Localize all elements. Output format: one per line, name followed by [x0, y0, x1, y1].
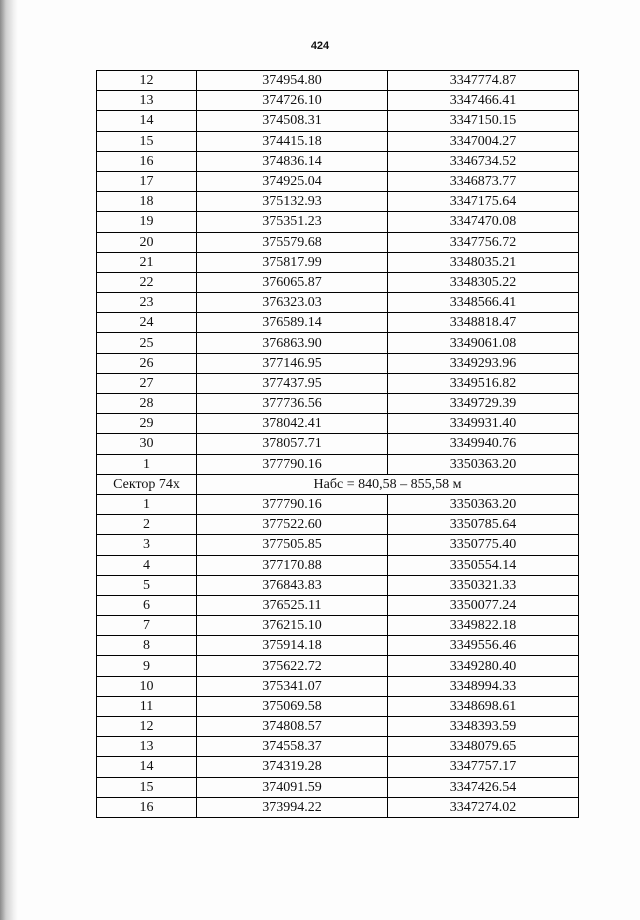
coordinate-x-cell: 377437.95: [197, 373, 388, 393]
coordinate-x-cell: 376589.14: [197, 313, 388, 333]
point-number-cell: 19: [97, 212, 197, 232]
point-number-cell: 6: [97, 595, 197, 615]
point-number-cell: 21: [97, 252, 197, 272]
coordinate-x-cell: 374808.57: [197, 717, 388, 737]
point-number-cell: 11: [97, 696, 197, 716]
coordinate-x-cell: 377505.85: [197, 535, 388, 555]
coordinate-y-cell: 3349729.39: [388, 394, 579, 414]
table-row: [97, 656, 579, 676]
point-number-cell: 12: [97, 71, 197, 91]
coordinate-x-cell: 375069.58: [197, 696, 388, 716]
coordinate-y-cell: 3346873.77: [388, 171, 579, 191]
table-row: [97, 434, 579, 454]
table-row: [97, 616, 579, 636]
coordinate-x-cell: 374925.04: [197, 171, 388, 191]
point-number-cell: 1: [97, 494, 197, 514]
coordinate-y-cell: 3349280.40: [388, 656, 579, 676]
coordinate-y-cell: 3347004.27: [388, 131, 579, 151]
coordinates-table: [96, 70, 579, 818]
table-row: [97, 555, 579, 575]
coordinate-x-cell: 376065.87: [197, 272, 388, 292]
point-number-cell: 24: [97, 313, 197, 333]
coordinate-x-cell: 374508.31: [197, 111, 388, 131]
coordinate-y-cell: 3350077.24: [388, 595, 579, 615]
coordinates-table-body: [97, 71, 579, 818]
table-row: [97, 737, 579, 757]
point-number-cell: 18: [97, 192, 197, 212]
table-row: [97, 111, 579, 131]
coordinate-y-cell: 3347756.72: [388, 232, 579, 252]
point-number-cell: 23: [97, 293, 197, 313]
table-row: [97, 454, 579, 474]
coordinate-y-cell: 3346734.52: [388, 151, 579, 171]
coordinate-y-cell: 3349061.08: [388, 333, 579, 353]
point-number-cell: 8: [97, 636, 197, 656]
coordinate-y-cell: 3348393.59: [388, 717, 579, 737]
coordinate-y-cell: 3349516.82: [388, 373, 579, 393]
table-row: [97, 636, 579, 656]
page-number: 424: [310, 40, 330, 52]
coordinate-y-cell: 3347150.15: [388, 111, 579, 131]
point-number-cell: 13: [97, 91, 197, 111]
point-number-cell: 25: [97, 333, 197, 353]
point-number-cell: 9: [97, 656, 197, 676]
point-number-cell: 14: [97, 757, 197, 777]
coordinate-y-cell: 3348079.65: [388, 737, 579, 757]
point-number-cell: 7: [97, 616, 197, 636]
coordinate-x-cell: 377736.56: [197, 394, 388, 414]
point-number-cell: 28: [97, 394, 197, 414]
table-row: [97, 192, 579, 212]
coordinate-x-cell: 377790.16: [197, 494, 388, 514]
table-row: [97, 717, 579, 737]
coordinate-y-cell: 3349822.18: [388, 616, 579, 636]
point-number-cell: 20: [97, 232, 197, 252]
table-row: [97, 394, 579, 414]
coordinate-y-cell: 3348994.33: [388, 676, 579, 696]
point-number-cell: 30: [97, 434, 197, 454]
table-row: [97, 353, 579, 373]
coordinate-y-cell: 3350363.20: [388, 454, 579, 474]
table-row: [97, 252, 579, 272]
coordinate-y-cell: 3348698.61: [388, 696, 579, 716]
coordinate-x-cell: 376323.03: [197, 293, 388, 313]
coordinate-y-cell: 3349940.76: [388, 434, 579, 454]
table-row: [97, 151, 579, 171]
coordinate-y-cell: 3347274.02: [388, 797, 579, 817]
table-row: [97, 131, 579, 151]
coordinate-x-cell: 377170.88: [197, 555, 388, 575]
coordinate-y-cell: 3349931.40: [388, 414, 579, 434]
coordinate-x-cell: 375579.68: [197, 232, 388, 252]
coordinate-y-cell: 3347774.87: [388, 71, 579, 91]
coordinate-y-cell: 3348035.21: [388, 252, 579, 272]
point-number-cell: 22: [97, 272, 197, 292]
table-row: [97, 212, 579, 232]
coordinate-y-cell: 3350363.20: [388, 494, 579, 514]
coordinate-x-cell: 374954.80: [197, 71, 388, 91]
coordinate-y-cell: 3349293.96: [388, 353, 579, 373]
coordinate-x-cell: 375914.18: [197, 636, 388, 656]
coordinate-x-cell: 376843.83: [197, 575, 388, 595]
coordinate-y-cell: 3350775.40: [388, 535, 579, 555]
table-row: [97, 171, 579, 191]
coordinate-y-cell: 3347175.64: [388, 192, 579, 212]
sector-header-row: [97, 474, 579, 494]
coordinate-y-cell: 3350321.33: [388, 575, 579, 595]
coordinate-y-cell: 3348566.41: [388, 293, 579, 313]
point-number-cell: 10: [97, 676, 197, 696]
table-row: [97, 232, 579, 252]
table-row: [97, 777, 579, 797]
point-number-cell: 26: [97, 353, 197, 373]
table-row: [97, 757, 579, 777]
coordinate-x-cell: 374558.37: [197, 737, 388, 757]
table-row: [97, 575, 579, 595]
point-number-cell: 5: [97, 575, 197, 595]
table-row: [97, 71, 579, 91]
table-row: [97, 313, 579, 333]
coordinate-x-cell: 374319.28: [197, 757, 388, 777]
coordinate-y-cell: 3348305.22: [388, 272, 579, 292]
coordinate-x-cell: 376863.90: [197, 333, 388, 353]
table-row: [97, 515, 579, 535]
coordinate-x-cell: 374415.18: [197, 131, 388, 151]
coordinate-y-cell: 3347470.08: [388, 212, 579, 232]
table-row: [97, 293, 579, 313]
coordinate-y-cell: 3347426.54: [388, 777, 579, 797]
table-row: [97, 696, 579, 716]
coordinate-x-cell: 378042.41: [197, 414, 388, 434]
coordinate-y-cell: 3349556.46: [388, 636, 579, 656]
coordinate-x-cell: 374091.59: [197, 777, 388, 797]
coordinate-y-cell: 3348818.47: [388, 313, 579, 333]
table-row: [97, 676, 579, 696]
table-row: [97, 414, 579, 434]
table-row: [97, 595, 579, 615]
coordinate-x-cell: 374726.10: [197, 91, 388, 111]
coordinate-y-cell: 3347757.17: [388, 757, 579, 777]
table-row: [97, 333, 579, 353]
point-number-cell: 16: [97, 151, 197, 171]
point-number-cell: 29: [97, 414, 197, 434]
coordinate-x-cell: 375351.23: [197, 212, 388, 232]
coordinate-x-cell: 375341.07: [197, 676, 388, 696]
point-number-cell: 16: [97, 797, 197, 817]
point-number-cell: 4: [97, 555, 197, 575]
table-row: [97, 535, 579, 555]
sector-name-cell: Сектор 74х: [97, 474, 197, 494]
table-row: [97, 373, 579, 393]
point-number-cell: 17: [97, 171, 197, 191]
coordinate-x-cell: 378057.71: [197, 434, 388, 454]
point-number-cell: 2: [97, 515, 197, 535]
point-number-cell: 1: [97, 454, 197, 474]
coordinate-x-cell: 375817.99: [197, 252, 388, 272]
point-number-cell: 13: [97, 737, 197, 757]
coordinate-x-cell: 375622.72: [197, 656, 388, 676]
coordinate-x-cell: 373994.22: [197, 797, 388, 817]
coordinate-x-cell: 377522.60: [197, 515, 388, 535]
coordinate-x-cell: 376525.11: [197, 595, 388, 615]
coordinate-y-cell: 3350554.14: [388, 555, 579, 575]
point-number-cell: 3: [97, 535, 197, 555]
coordinate-y-cell: 3347466.41: [388, 91, 579, 111]
coordinate-x-cell: 374836.14: [197, 151, 388, 171]
coordinate-x-cell: 377790.16: [197, 454, 388, 474]
coordinate-y-cell: 3350785.64: [388, 515, 579, 535]
point-number-cell: 27: [97, 373, 197, 393]
table-row: [97, 272, 579, 292]
coordinate-x-cell: 376215.10: [197, 616, 388, 636]
coordinate-x-cell: 375132.93: [197, 192, 388, 212]
point-number-cell: 15: [97, 131, 197, 151]
point-number-cell: 14: [97, 111, 197, 131]
point-number-cell: 15: [97, 777, 197, 797]
scan-edge-shadow: [0, 0, 18, 920]
table-row: [97, 494, 579, 514]
table-row: [97, 91, 579, 111]
table-row: [97, 797, 579, 817]
point-number-cell: 12: [97, 717, 197, 737]
sector-height-range-cell: Набс = 840,58 – 855,58 м: [197, 474, 579, 494]
coordinate-x-cell: 377146.95: [197, 353, 388, 373]
